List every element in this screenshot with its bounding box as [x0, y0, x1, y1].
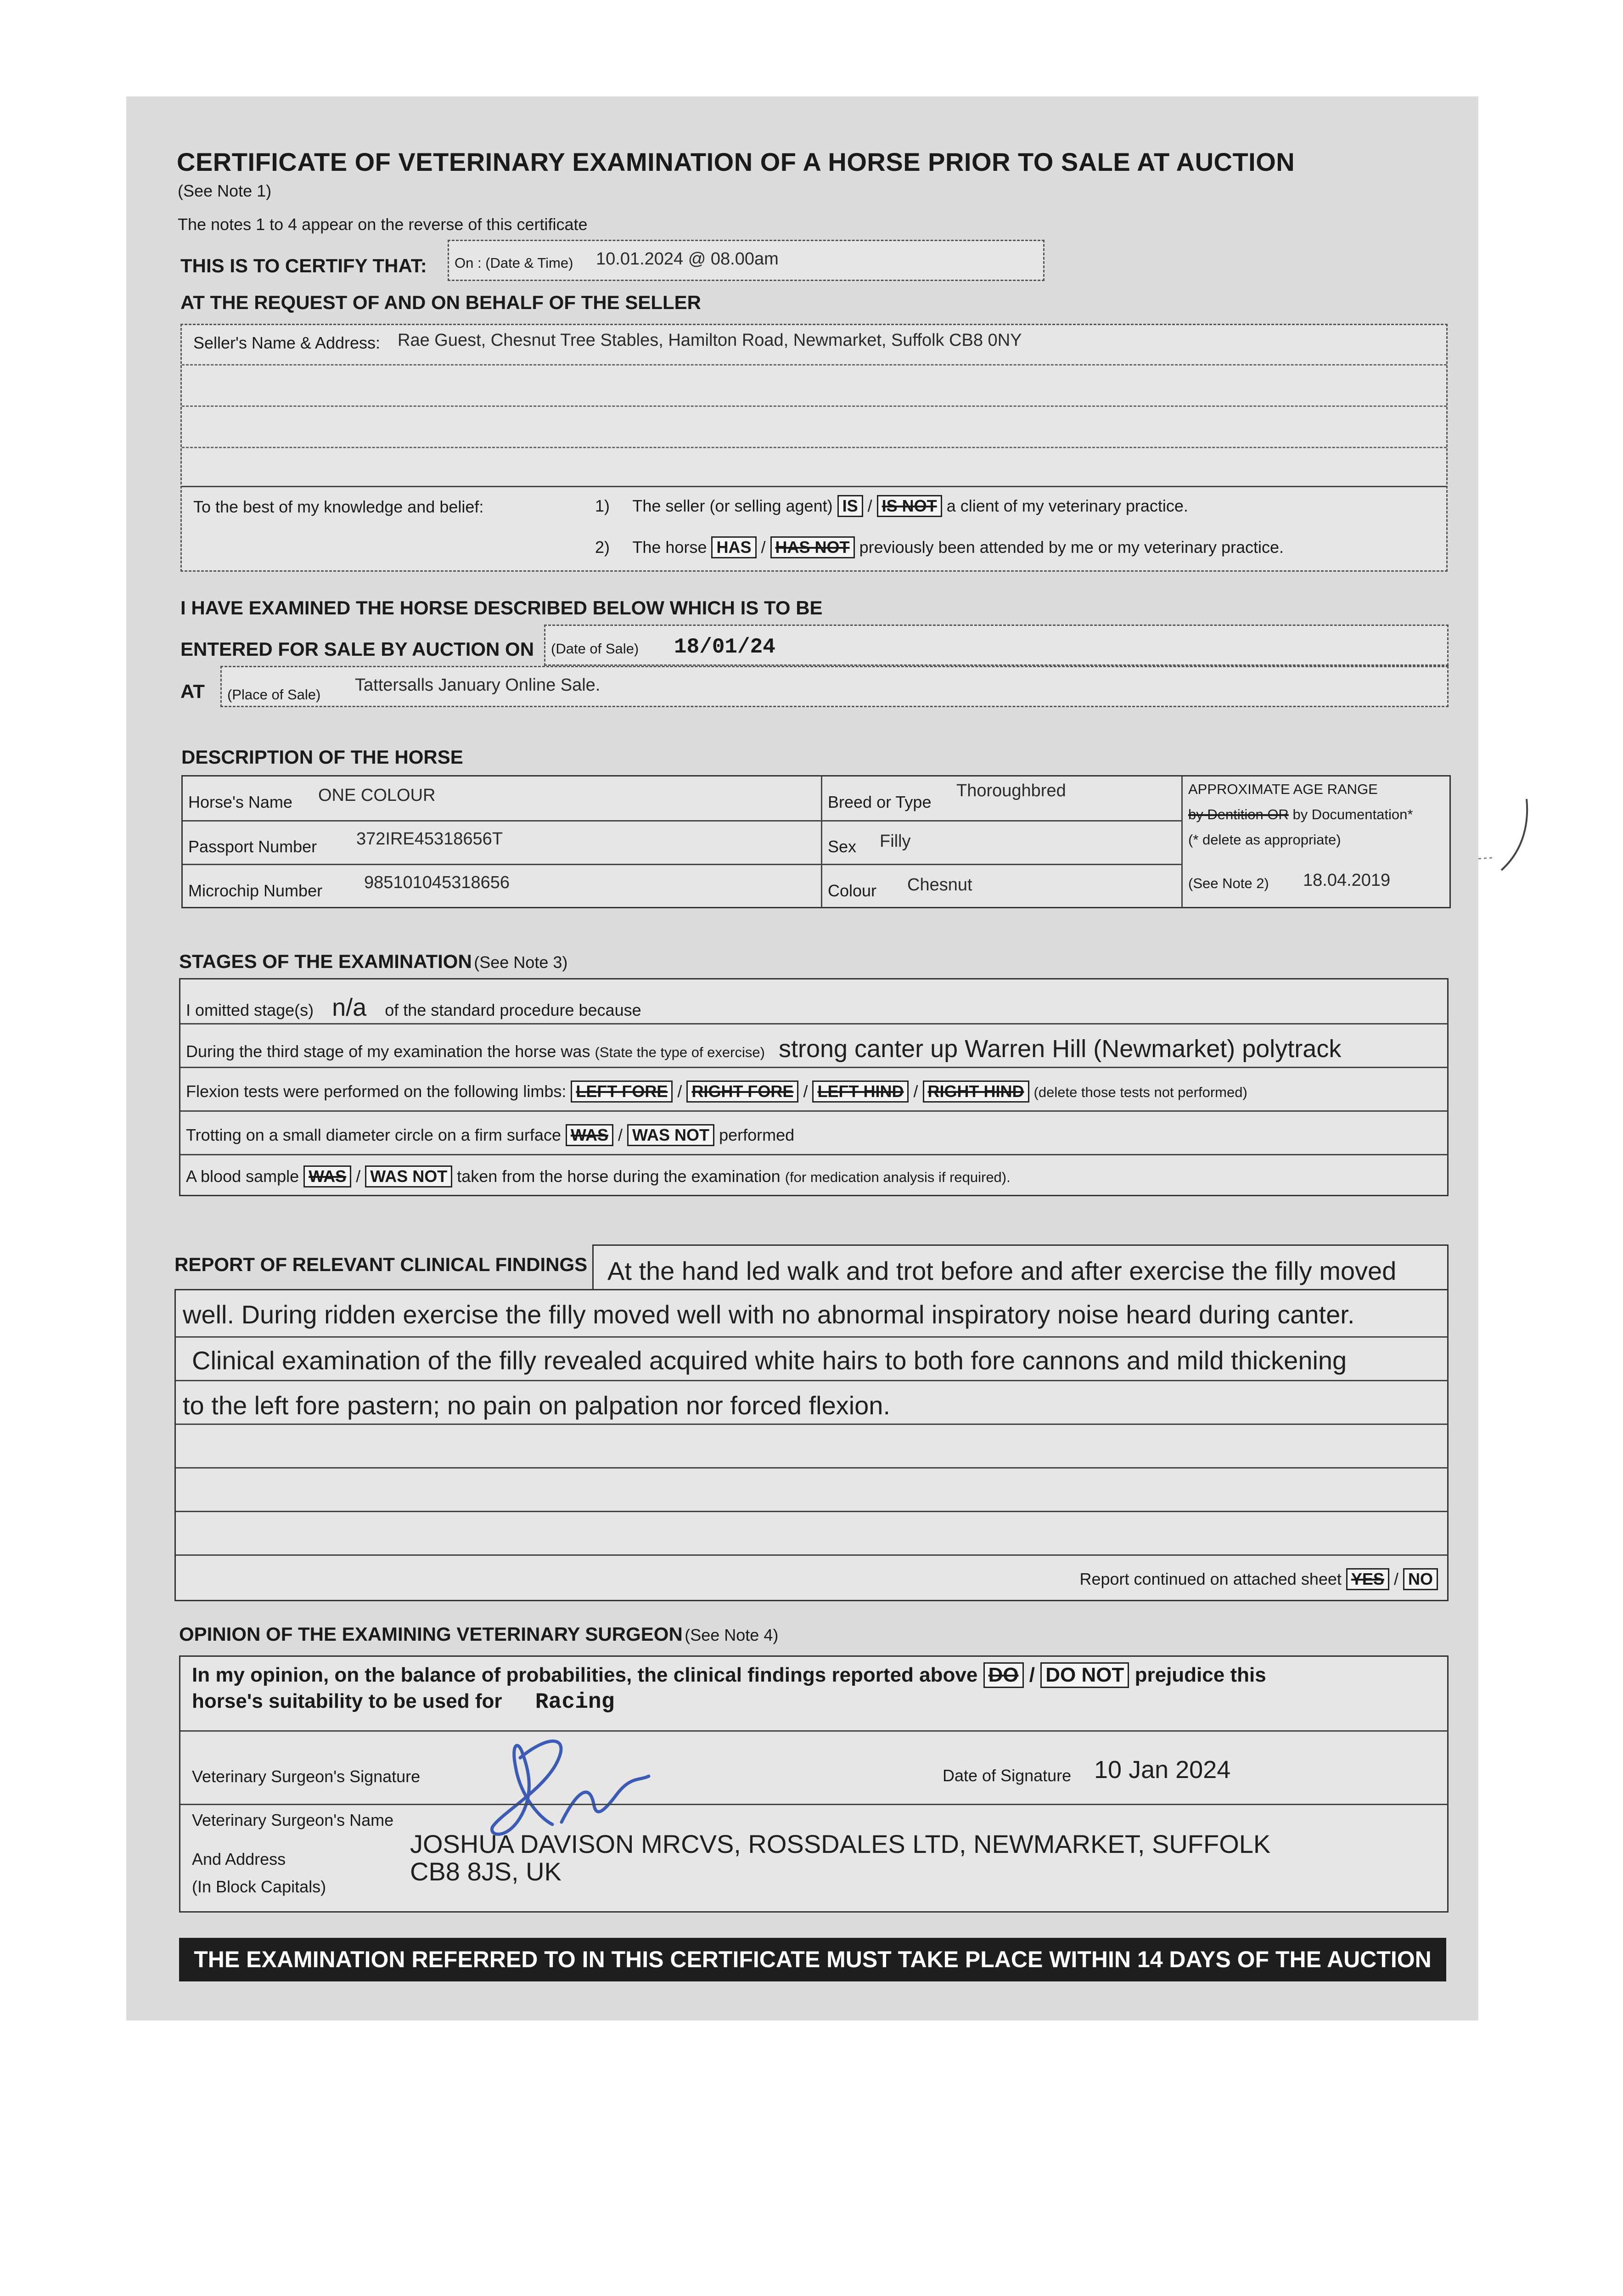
- report-line-2: well. During ridden exercise the filly moved well with no abnormal inspiratory noise heard during canter.: [183, 1300, 1355, 1329]
- seller-label: Seller's Name & Address:: [193, 333, 381, 352]
- trot-pre: Trotting on a small diameter circle on a firm surface: [186, 1125, 561, 1144]
- flexion-sep-3: /: [913, 1082, 918, 1101]
- item1-post-text: a client of my veterinary practice.: [946, 496, 1188, 515]
- on-date-label: On : (Date & Time): [455, 255, 573, 271]
- opinion-heading: [179, 1623, 778, 1645]
- flexion-sep-2: /: [803, 1082, 808, 1101]
- passport-label: Passport Number: [188, 837, 317, 856]
- trot-post: performed: [719, 1125, 795, 1144]
- omitted-post: of the standard procedure because: [385, 1001, 641, 1019]
- stages-see-note-3: (See Note 3): [474, 953, 568, 972]
- date-of-signature-value: 10 Jan 2024: [1094, 1756, 1231, 1784]
- age-see-note-2: (See Note 2): [1188, 875, 1269, 891]
- blood-option-was: WAS: [303, 1165, 351, 1187]
- certificate-sheet: [126, 96, 1478, 2020]
- blood-post: taken from the horse during the examination: [457, 1167, 781, 1186]
- place-of-sale-label: (Place of Sale): [227, 687, 321, 703]
- knowledge-item-2: [595, 536, 1284, 558]
- flexion-row: [186, 1080, 1247, 1103]
- item2-number: 2): [595, 538, 610, 557]
- microchip-label: Microchip Number: [188, 881, 323, 900]
- flexion-left-fore: LEFT FORE: [571, 1080, 673, 1103]
- age-delete-note: (* delete as appropriate): [1188, 832, 1341, 848]
- report-continued-label: Report continued on attached sheet: [1079, 1570, 1342, 1588]
- opinion-statement: [192, 1662, 1266, 1688]
- date-of-signature-label: Date of Signature: [943, 1766, 1072, 1785]
- flexion-pre: Flexion tests were performed on the following limbs:: [186, 1082, 567, 1101]
- blood-separator: /: [356, 1167, 361, 1186]
- report-line-3: Clinical examination of the filly revealed acquired white hairs to both fore cannons and mild thickening: [192, 1346, 1347, 1375]
- colour-value: Chesnut: [907, 875, 972, 895]
- item2-separator: /: [761, 538, 766, 557]
- report-continued-yes: YES: [1346, 1568, 1389, 1590]
- blood-pre: A blood sample: [186, 1167, 299, 1186]
- third-stage-row: [186, 1035, 1341, 1063]
- knowledge-item-1: [595, 495, 1188, 517]
- age-value: 18.04.2019: [1303, 871, 1391, 890]
- place-of-sale-value: Tattersalls January Online Sale.: [355, 675, 601, 695]
- stages-table: [179, 978, 1449, 1196]
- on-date-value: 10.01.2024 @ 08.00am: [596, 249, 779, 269]
- certify-label: THIS IS TO CERTIFY THAT:: [180, 255, 427, 276]
- horse-name-label: Horse's Name: [188, 793, 292, 811]
- seller-box: [180, 324, 1448, 572]
- certificate-title: CERTIFICATE OF VETERINARY EXAMINATION OF A HORSE PRIOR TO SALE AT AUCTION: [177, 147, 1295, 176]
- third-stage-pre: During the third stage of my examination the horse was: [186, 1042, 590, 1061]
- see-note-1: (See Note 1): [178, 181, 272, 200]
- opinion-text-pre: In my opinion, on the balance of probabilities, the clinical findings reported above: [192, 1664, 978, 1686]
- item1-number: 1): [595, 496, 610, 515]
- request-heading: AT THE REQUEST OF AND ON BEHALF OF THE SELLER: [180, 292, 701, 313]
- passport-value: 372IRE45318656T: [356, 829, 503, 849]
- trotting-row: [186, 1124, 794, 1146]
- date-of-sale-value: 18/01/24: [674, 635, 775, 659]
- vet-name-value-2: CB8 8JS, UK: [410, 1857, 562, 1886]
- report-continued-separator: /: [1393, 1570, 1398, 1588]
- examined-line-2: ENTERED FOR SALE BY AUCTION ON: [180, 638, 534, 660]
- date-of-sale-label: (Date of Sale): [551, 641, 639, 657]
- trot-separator: /: [618, 1125, 623, 1144]
- report-continued-no: NO: [1403, 1568, 1438, 1590]
- opinion-see-note-4: (See Note 4): [685, 1626, 779, 1644]
- microchip-value: 985101045318656: [364, 873, 510, 892]
- flexion-right-fore: RIGHT FORE: [686, 1080, 798, 1103]
- signature-label: Veterinary Surgeon's Signature: [192, 1767, 421, 1786]
- item2-option-has-not: HAS NOT: [770, 536, 855, 558]
- item1-separator: /: [867, 496, 872, 515]
- notes-text: The notes 1 to 4 appear on the reverse of this certificate: [178, 215, 588, 234]
- item1-option-is: IS: [837, 495, 863, 517]
- stages-heading-text: STAGES OF THE EXAMINATION: [179, 951, 472, 972]
- horse-name-value: ONE COLOUR: [318, 786, 436, 805]
- opinion-heading-text: OPINION OF THE EXAMINING VETERINARY SURGEON: [179, 1623, 683, 1645]
- stages-heading: [179, 951, 567, 973]
- vet-name-label-2: And Address: [192, 1850, 286, 1868]
- trot-option-was: WAS: [566, 1124, 613, 1146]
- vet-name-value-1: JOSHUA DAVISON MRCVS, ROSSDALES LTD, NEWMARKET, SUFFOLK: [410, 1829, 1271, 1858]
- opinion-box: [179, 1655, 1449, 1913]
- report-line-1-box: [592, 1244, 1449, 1290]
- date-of-sale-field: [544, 625, 1449, 666]
- opinion-line-2: [192, 1690, 615, 1715]
- age-dentition-struck: by Dentition OR: [1188, 806, 1289, 822]
- signature-image: [465, 1726, 676, 1845]
- margin-pen-mark: [1474, 790, 1538, 882]
- description-table: [181, 775, 1451, 908]
- opinion-separator: /: [1029, 1664, 1035, 1686]
- breed-label: Breed or Type: [828, 793, 932, 811]
- age-range-label: APPROXIMATE AGE RANGE: [1188, 781, 1378, 797]
- at-label: AT: [180, 681, 205, 702]
- flexion-left-hind: LEFT HIND: [812, 1080, 909, 1103]
- opinion-option-do-not: DO NOT: [1040, 1662, 1129, 1688]
- omitted-pre: I omitted stage(s): [186, 1001, 314, 1019]
- blood-option-was-not: WAS NOT: [365, 1165, 452, 1187]
- examined-line-1: I HAVE EXAMINED THE HORSE DESCRIBED BELOW WHICH IS TO BE: [180, 597, 823, 619]
- footer-banner: THE EXAMINATION REFERRED TO IN THIS CERTIFICATE MUST TAKE PLACE WITHIN 14 DAYS OF THE AUCTION: [179, 1938, 1446, 1981]
- report-box: [174, 1289, 1449, 1601]
- vet-name-label-1: Veterinary Surgeon's Name: [192, 1811, 394, 1829]
- age-range-options: [1188, 806, 1413, 823]
- seller-value: Rae Guest, Chesnut Tree Stables, Hamilton Road, Newmarket, Suffolk CB8 0NY: [398, 331, 1022, 350]
- flexion-post: (delete those tests not performed): [1033, 1084, 1247, 1100]
- sex-value: Filly: [880, 832, 911, 851]
- sex-label: Sex: [828, 837, 857, 856]
- opinion-option-do: DO: [983, 1662, 1024, 1688]
- item1-text: The seller (or selling agent): [632, 496, 833, 515]
- report-heading: REPORT OF RELEVANT CLINICAL FINDINGS: [174, 1254, 588, 1275]
- item2-text: The horse: [632, 538, 707, 557]
- on-date-field: [448, 240, 1045, 281]
- opinion-suitability-text: horse's suitability to be used for: [192, 1690, 502, 1712]
- report-line-4: to the left fore pastern; no pain on palpation nor forced flexion.: [183, 1391, 891, 1420]
- blood-note: (for medication analysis if required).: [785, 1169, 1011, 1185]
- colour-label: Colour: [828, 881, 877, 900]
- age-documentation: by Documentation*: [1292, 806, 1413, 822]
- breed-value: Thoroughbred: [956, 781, 1066, 800]
- omitted-row: [186, 993, 641, 1022]
- place-of-sale-field: [220, 666, 1449, 707]
- vet-name-label-3: (In Block Capitals): [192, 1877, 326, 1896]
- report-continued: [1079, 1568, 1438, 1590]
- flexion-sep-1: /: [677, 1082, 682, 1101]
- third-stage-value: strong canter up Warren Hill (Newmarket) polytrack: [778, 1035, 1342, 1063]
- opinion-use-value: Racing: [535, 1690, 615, 1715]
- item2-post-text: previously been attended by me or my veterinary practice.: [859, 538, 1284, 557]
- omitted-value: n/a: [332, 994, 367, 1021]
- item1-option-is-not: IS NOT: [877, 495, 942, 517]
- description-heading: DESCRIPTION OF THE HORSE: [181, 746, 463, 768]
- flexion-right-hind: RIGHT HIND: [923, 1080, 1029, 1103]
- blood-row: [186, 1165, 1011, 1187]
- trot-option-was-not: WAS NOT: [627, 1124, 714, 1146]
- third-stage-note: (State the type of exercise): [595, 1044, 765, 1060]
- report-line-1: At the hand led walk and trot before and after exercise the filly moved: [607, 1256, 1397, 1285]
- opinion-text-post: prejudice this: [1134, 1664, 1266, 1686]
- knowledge-label: To the best of my knowledge and belief:: [193, 497, 484, 516]
- item2-option-has: HAS: [711, 536, 756, 558]
